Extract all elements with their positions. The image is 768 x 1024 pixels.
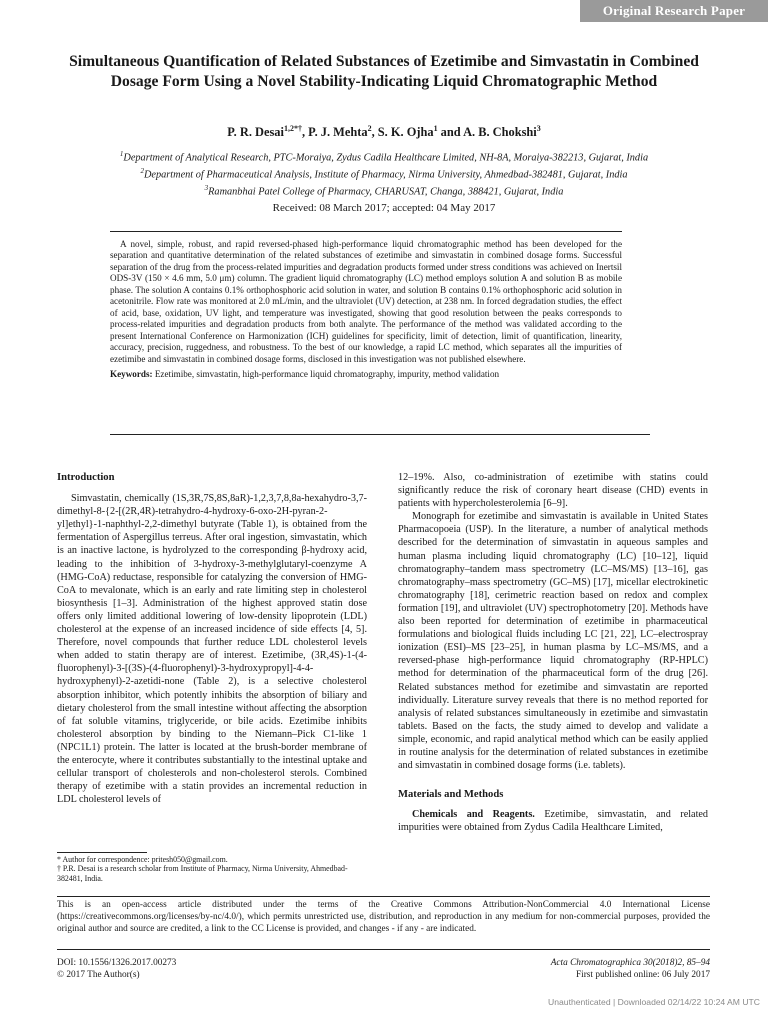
license-bottom-rule [57, 949, 710, 950]
footnote-author-note: † P.R. Desai is a research scholar from Institute of Pharmacy, Nirma University, Ahmedbad-382481, India. [57, 864, 348, 883]
section-heading-introduction: Introduction [57, 472, 115, 483]
keywords-text: Ezetimibe, simvastatin, high-performance liquid chromatography, impurity, method validation [154, 368, 500, 379]
author-affiliation-mark: 1,2*† [283, 124, 302, 133]
author-name[interactable]: P. R. Desai [227, 125, 284, 140]
download-watermark: Unauthenticated | Downloaded 02/14/22 10:24 AM UTC [548, 997, 760, 1007]
doi-link[interactable]: DOI: 10.1556/1326.2017.00273 [57, 958, 177, 968]
keywords-label: Keywords: [110, 368, 153, 379]
intro-paragraph: Simvastatin, chemically (1S,3R,7S,8S,8aR)-1,2,3,7,8,8a-hexahydro-3,7-dimethyl-8-{2-[(2R,4R)-tetrahydro-4-hydroxy-6-oxo-2H-pyran-2-yl]ethyl}-1-naphthyl-2,2-dimethyl butyrate (Table 1), is obtained from the fermentation of Aspergillus terreus. After oral ingestion, simvastatin, which is an inactive lactone, is hydrolyzed to the corresponding β-hydroxy acid, leading to the inhibition of 3-hydroxy-3-methylglutaryl-coenzyme A (HMG-CoA) reductase, responsible for catalyzing the conversion of HMG-CoA to mevalonate, which is an early and rate limiting step in cholesterol biosynthesis [1–3]. Administration of the highest approved statin dose offers only limited additional lowering of low-density lipoprotein (LDL) cholesterol at the expense of an increased incidence of side effects [4, 5]. Therefore, novel compounds that further reduce LDL cholesterol levels when added to statin therapy are of interest. Ezetimibe, (3R,4S)-1-(4-fluorophenyl)-3-[(3S)-(4-fluorophenyl)-3-hydroxypropyl]-4-4-hydroxyphenyl)-2-azetidi-none (Table 2), is a selective cholesterol absorption inhibitor, which potently inhibits the absorption of biliary and dietary cholesterol from the small intestine without affecting the absorption of fat soluble vitamins, triglyceride, or bile acids. Ezetimibe inhibits cholesterol absorption by binding to the Niemann–Pick C1-like 1 (NPC1L1) protein. The latter is located at the brush-border membrane of the enterocyte, where it contributes substantially to the intestinal uptake and cellular transport of cholesterols and non-cholesterol sterols. Combined therapy of ezetimibe with a statin provides an incremental reduction in LDL cholesterol levels of [57, 493, 367, 806]
article-type-badge: Original Research Paper [580, 0, 768, 22]
body-paragraph: 12–19%. Also, co-administration of ezetimibe with statins could significantly reduce the risk of coronary heart disease (CHD) events in patients with hypercholesterolemia [6–9]. [398, 472, 708, 510]
right-column [398, 471, 708, 834]
affiliation-mark: 1 [119, 150, 124, 158]
author-separator: and [437, 125, 464, 140]
author-affiliation-mark: 3 [536, 124, 541, 133]
affiliation [40, 182, 728, 199]
section-heading-materials: Materials and Methods [398, 789, 504, 801]
affiliation-mark: 3 [204, 183, 209, 192]
abstract-top-rule [110, 231, 622, 232]
affiliation-list [40, 148, 728, 198]
left-column [57, 471, 367, 806]
copyright: © 2017 The Author(s) [57, 970, 140, 980]
body-paragraph: Monograph for ezetimibe and simvastatin is available in United States Pharmacopoeia (USP). In the literature, a number of analytical methods described for the determination of simvastatin in aqueous samples and human plasma including liquid chromatography (LC) [10–12], liquid chromatography–tandem mass spectrometry (LC–MS/MS) [13–16], gas chromatography–mass spectrometry (GC–MS) [17], micellar electrokinetic chromatography [18], cerimetric reaction based on redox and complex formation [19], and ultraviolet (UV) spectrophotometry [20]. Methods have also been reported for determination of ezetimibe in pharmaceutical formulations and biological fluids including LC [21, 22], LC–electrospray ionization (ESI)–MS [23–25], in human plasma by LC–MS/MS, and a reversed-phase high-performance liquid chromatography (RP-HPLC) method for determination of the pharmaceutical form of the drug [26]. Related substances method for ezetimibe and simvastatin are reported individually. Literature survey reveals that there is no method reported for analysis of related substances simultaneously in ezetimibe and simvastatin tablets. Based on the facts, the study aimed to develop and validate a simple, economic, and rapid analytical method which can be easily applied in routine analysis for the determination of related substances in ezetimibe and simvastatin in combined dosage forms (i.e. tablets). [398, 511, 708, 772]
published-date: First published online: 06 July 2017 [575, 970, 710, 980]
author-name[interactable]: A. B. Chokshi [463, 125, 537, 140]
author-list [60, 124, 708, 140]
abstract-bottom-rule [110, 434, 650, 435]
abstract [110, 239, 622, 380]
affiliation-mark: 2 [140, 166, 144, 175]
affiliation-text: Department of Pharmaceutical Analysis, Institute of Pharmacy, Nirma University, Ahmedbad-382481, Gujarat, India [143, 169, 628, 181]
author-name[interactable]: P. J. Mehta [308, 125, 368, 140]
author-affiliation-mark: 1 [433, 124, 438, 133]
keywords [110, 369, 622, 380]
chemicals-text: Ezetimibe, simvastatin, and related impurities were obtained from Zydus Cadila Healthcare Limited, [398, 809, 709, 834]
doi-block [57, 957, 176, 981]
footnote-rule [57, 852, 147, 853]
author-name[interactable]: S. K. Ojha [377, 125, 434, 140]
affiliation-text: Department of Analytical Research, PTC-Moraiya, Zydus Cadila Healthcare Limited, NH-8A, Moraiya-382213, Gujarat, India [123, 152, 649, 164]
chemicals-paragraph [398, 808, 708, 834]
affiliation [40, 165, 728, 182]
author-separator: , [371, 125, 378, 140]
license-notice: This is an open-access article distributed under the terms of the Creative Commons Attribution-NonCommercial 4.0 International License (https://creativecommons.org/licenses/by-nc/4.0/), which permits unrestricted use, distribution, and reproduction in any medium for non-commercial purposes, provided the original author and source are credited, a link to the CC License is provided, and changes - if any - are indicated. [57, 900, 710, 934]
journal-citation: Acta Chromatographica 30(2018)2, 85–94 [550, 958, 710, 968]
received-dates: Received: 08 March 2017; accepted: 04 May 2017 [272, 202, 496, 214]
abstract-text: A novel, simple, robust, and rapid reversed-phased high-performance liquid chromatographic method has been developed for the separation and quantitative determination of the related substances of ezetimibe and simvastatin in combined dosage forms. Successful separation of the drug from the process-related impurities and degradation products formed under stress conditions was achieved on Inertsil ODS-3V (150 × 4.6 mm, 5.0 μm) column. The gradient liquid chromatography (LC) method employs solution A and solution B as mobile phase. The solution A contains 0.1% orthophosphoric acid solution in water, and solution B contains 0.1% orthophosphoric acid solution in acetonitrile. Flow rate was monitored at 2.0 mL/min, and the ultraviolet (UV) detection, at 238 nm. In forced degradation studies, the effect of acid, base, oxidation, UV light, and temperature was investigated, showing that good resolution between the peaks corresponds to process-related impurities and degradation products from both analyte. The performance of the method was validated according to the present International Conference on Harmonization (ICH) guidelines for specificity, limit of detection, limit of quantification, linearity, accuracy, precision, ruggedness, and robustness. To the best of our knowledge, a rapid LC method, which separates all the impurities of ezetimibe and simvastatin in combined dosage forms, disclosed in this investigation was not published elsewhere. [110, 239, 622, 364]
affiliation [40, 148, 728, 165]
license-top-rule [57, 896, 710, 897]
author-separator: , [301, 125, 309, 140]
author-affiliation-mark: 2 [367, 124, 372, 133]
affiliation-text: Ramanbhai Patel College of Pharmacy, CHARUSAT, Changa, 388421, Gujarat, India [208, 186, 564, 198]
article-title: Simultaneous Quantification of Related Substances of Ezetimibe and Simvastatin in Combined Dosage Form Using a Novel Stability-Indicating Liquid Chromatographic Method [69, 53, 699, 90]
journal-block [551, 957, 710, 981]
chemicals-label: Chemicals and Reagents. [412, 809, 535, 821]
footnote-correspondence: * Author for correspondence: pritesh050@gmail.com. [57, 855, 228, 864]
footnotes [57, 855, 367, 883]
